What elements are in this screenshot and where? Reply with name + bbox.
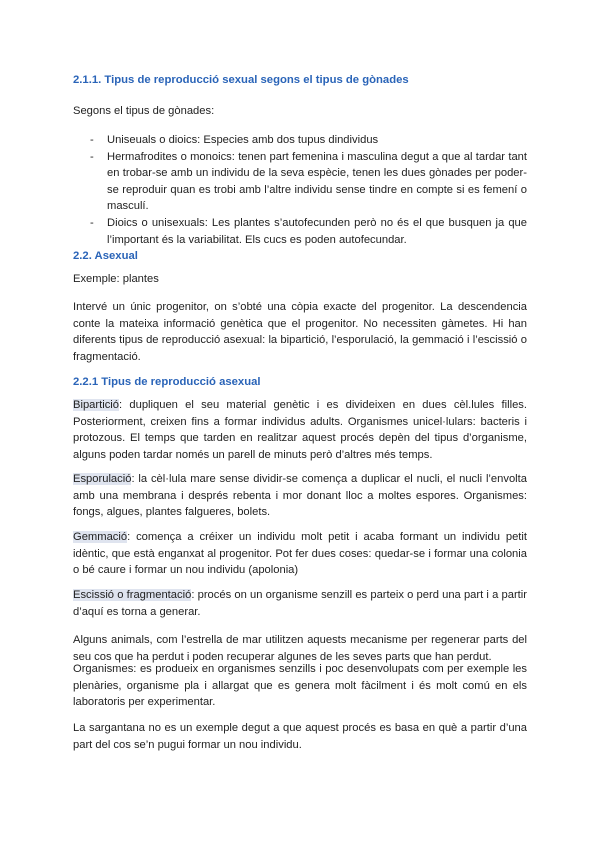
list-item-uniseuals: - Uniseuals o dioics: Especies amb dos tupus dindividus	[73, 132, 527, 149]
gonades-list	[73, 132, 527, 248]
term-sporulation: Esporulació	[73, 473, 132, 485]
term-bipartition: Bipartició	[73, 399, 120, 411]
heading-2-2: 2.2. Asexual	[73, 250, 138, 262]
term-fragmentation: Escissió o fragmentació	[73, 589, 192, 601]
exemple-line: Exemple: plantes	[73, 273, 159, 285]
asexual-paragraph: Intervé un únic progenitor, on s’obté una còpia exacte del progenitor. La descendencia conte la mateixa informació genètica que el progenitor. No necessiten gàmetes. Hi han diferents tipus de reproducció asexual: la bipartició, l’esporulació, la gemmació i l’escissió o fragmentació.	[73, 301, 527, 363]
desc-bipartition: : dupliquen el seu material genètic i es divideixen en dues cèl.lules filles. Posteriorment, creixen fins a formar individus adults. Organismes unicel·lulars: bacteris i protozous. El temps que tarden en realitzar aquest procés depèn del tipus d’organisme, alguns poden tardar només un parell de minuts però d’altres més temps.	[73, 399, 527, 461]
type-bipartition	[73, 397, 527, 463]
heading-2-1-1: 2.1.1. Tipus de reproducció sexual segons el tipus de gònades	[73, 74, 409, 86]
animals-paragraph: Alguns animals, com l’estrella de mar utilitzen aquests mecanisme per regenerar parts del seu cos que ha perdut i poden recuperar algunes de les seves parts que han perdut.	[73, 634, 527, 663]
desc-sporulation: : la cèl·lula mare sense dividir-se comença a duplicar el nucli, el nucli l’envolta amb una membrana i després rebenta i mor donant lloc a moltes espores. Organismes: fongs, algues, plantes falgueres, bolets.	[73, 473, 527, 519]
type-fragmentation	[73, 587, 527, 620]
gonades-list-block	[73, 132, 527, 248]
list-item-dioics: - Dioics o unisexuals: Les plantes s’autofecunden però no és el que busquen ja que l’important és la variabilitat. Els cucs es poden autofecundar.	[73, 215, 527, 248]
term-gemmation: Gemmació	[73, 531, 128, 543]
desc-fragmentation: : procés on un organisme senzill es parteix o perd una part i a partir d’aquí es torna a generar.	[73, 589, 527, 618]
organismes-paragraph: Organismes: es produeix en organismes senzills i poc desenvolupats com per exemple les plenàries, organisme pla i allargat que es genera molt fàcilment i és molt comú en els laboratoris per experimentar.	[73, 663, 527, 709]
heading-2-2-1: 2.2.1 Tipus de reproducció asexual	[73, 376, 261, 388]
desc-gemmation: : comença a créixer un individu molt petit i acaba formant un individu petit idèntic, que està enganxat al progenitor. Pot fer dues coses: quedar-se i formar una colonia o bé caure i formar un nou individu (apolonia)	[73, 531, 527, 577]
sargantana-paragraph: La sargantana no es un exemple degut a que aquest procés es basa en què a partir d’una part del cos se’n pugui formar un nou individu.	[73, 722, 527, 751]
list-item-hermafrodites: - Hermafrodites o monoics: tenen part femenina i masculina degut a que al tardar tant en trobar-se amb un individu de la seva espècie, tenen les dues gònades per poder-se reproduir quan es trobi amb l’altre individu sense tindre en compte si es femení o masculí.	[73, 149, 527, 215]
type-gemmation	[73, 529, 527, 579]
intro-gonades: Segons el tipus de gònades:	[73, 105, 215, 117]
type-sporulation	[73, 471, 527, 521]
